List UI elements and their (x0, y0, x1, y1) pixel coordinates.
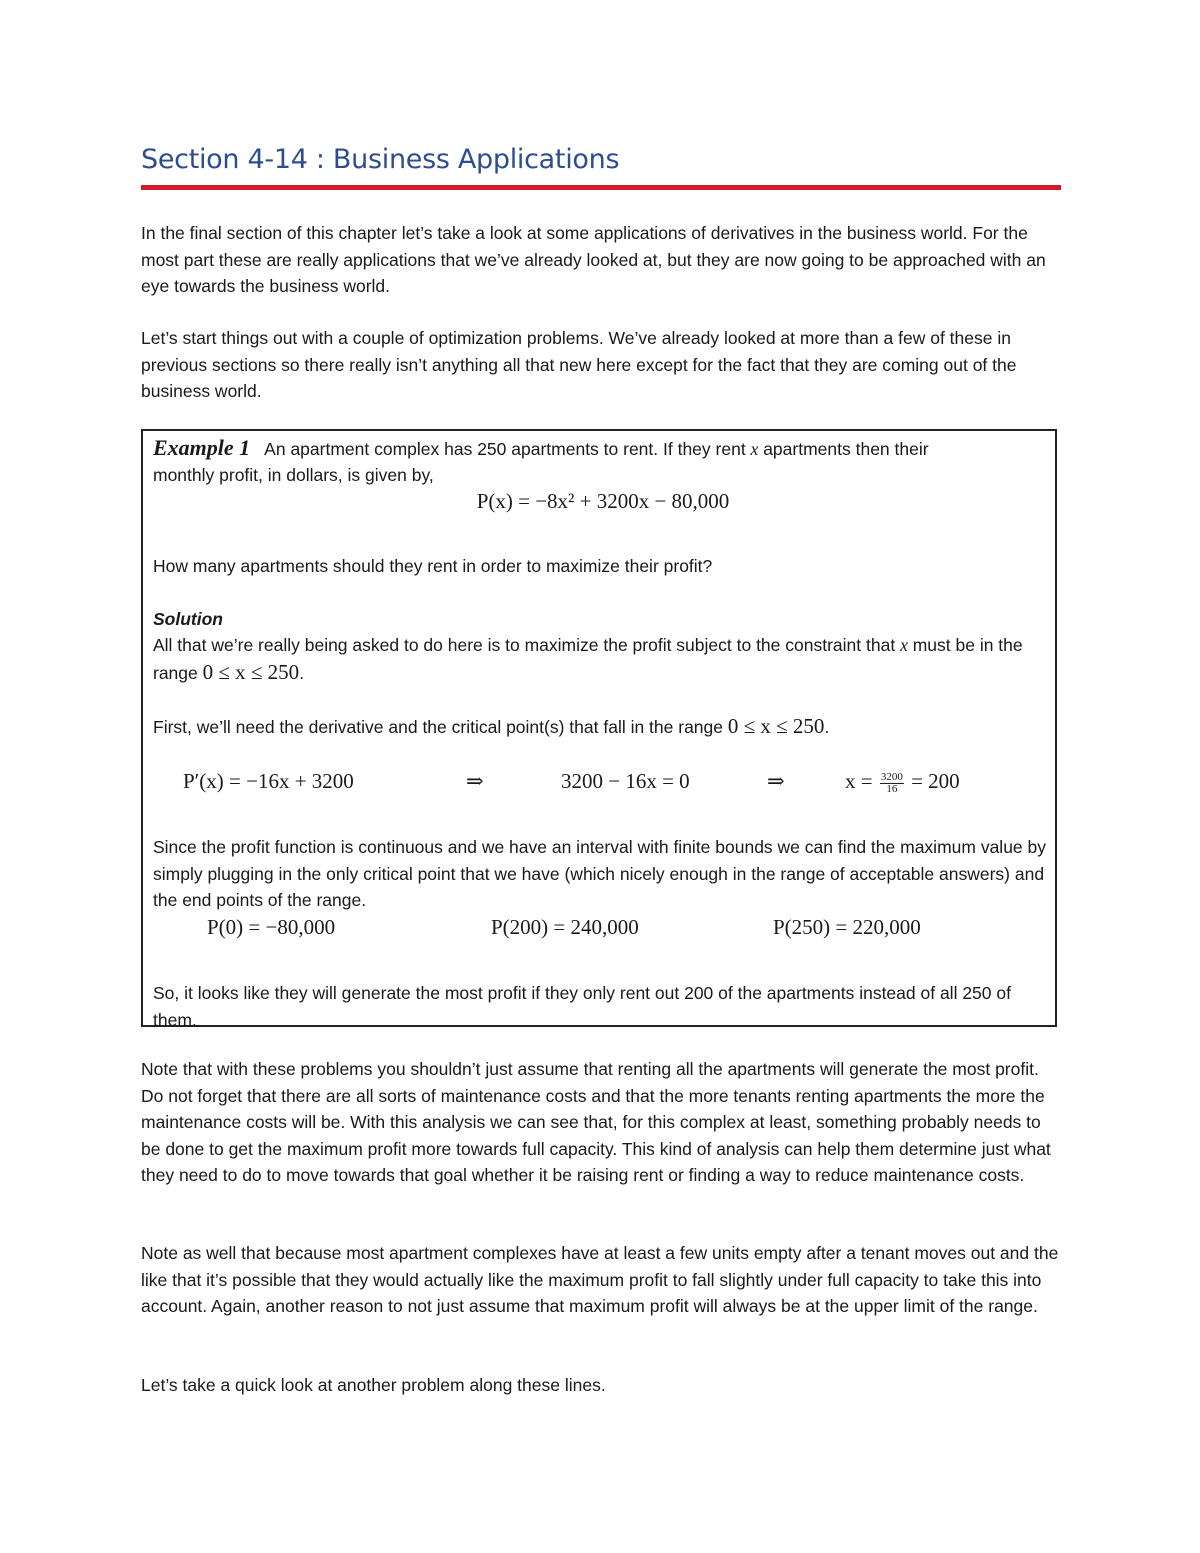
example-box (141, 429, 1057, 1030)
solution-conclusion: So, it looks like they will generate the most profit if they only rent out 200 of the apartments instead of all 250 of them. (153, 983, 1011, 1030)
closing-paragraph: Let’s take a quick look at another problem along these lines. (141, 1375, 606, 1395)
example-statement-var: x (750, 439, 759, 459)
solution2-end: . (824, 717, 830, 737)
solution-paragraph-3: Since the profit function is continuous and we have an interval with finite bounds we can find the maximum value by simply plugging in the only critical point that we have (which nicely enough in the range of acceptable answers) and the end points of the range. (153, 837, 1047, 910)
critical-point-equation: 3200 − 16x = 0 (561, 769, 690, 793)
example-label: Example 1 (153, 435, 251, 460)
implies-arrow-1: ⇒ (466, 769, 484, 793)
title-underline-rule (141, 185, 1061, 190)
solution2-text: First, we’ll need the derivative and the critical point(s) that fall in the range (153, 717, 728, 737)
x-equals: x = (845, 769, 873, 793)
profit-value-200: P(200) = 240,000 (491, 915, 639, 939)
critical-point-result: = 200 (911, 769, 960, 793)
derivative-equation-row (153, 769, 1053, 805)
example-statement-line-2: monthly profit, in dollars, is given by, (153, 465, 434, 485)
example-question: How many apartments should they rent in order to maximize their profit? (153, 556, 713, 576)
solution-paragraph-1 (153, 632, 1053, 686)
note-paragraph-1: Note that with these problems you shouldn’t just assume that renting all the apartments will generate the most profit. Do not forget that there are all sorts of maintenance costs and that the more tenants renting apartments the more the maintenance costs will be. With this analysis we can see that, for this complex at least, something probably needs to be done to get the maximum profit more towards full capacity. This kind of analysis can help them determine just what they need to do to move towards that goal whether it be raising rent or finding a way to reduce maintenance costs. (141, 1059, 1051, 1185)
fraction (880, 772, 904, 795)
solution-heading: Solution (153, 609, 223, 629)
example-statement-b: apartments then their (758, 439, 929, 459)
solution-text-end: . (299, 662, 305, 683)
note-paragraph-2: Note as well that because most apartment complexes have at least a few units empty after a tenant moves out and the like that it’s possible that they would actually like the maximum profit to fall slightly under full capacity to take this into account. Again, another reason to not just assume that maximum profit will always be at the upper limit of the range. (141, 1243, 1059, 1316)
fraction-denominator: 16 (886, 782, 898, 795)
solution-paragraph-2 (153, 713, 1053, 741)
profit-value-250: P(250) = 220,000 (773, 915, 921, 939)
solution-text-a: All that we’re really being asked to do here is to maximize the profit subject to the constraint that (153, 635, 901, 655)
derivative-expression: P′(x) = −16x + 3200 (183, 769, 354, 793)
example-statement-line-1 (153, 435, 929, 463)
solution-var: x (900, 635, 908, 655)
example-statement-a: An apartment complex has 250 apartments to rent. If they rent (264, 439, 751, 459)
fraction-numerator: 3200 (880, 770, 903, 783)
profit-equation: P(x) = −8x² + 3200x − 80,000 (476, 489, 730, 513)
intro-paragraph-2: Let’s start things out with a couple of optimization problems. We’ve already looked at more than a few of these in previous sections so there really isn’t anything all that new here except for the fact that they are coming out of the business world. (141, 328, 1017, 401)
range-inequality-2: 0 ≤ x ≤ 250 (727, 714, 825, 738)
profit-values-row (153, 915, 1053, 951)
implies-arrow-2: ⇒ (767, 769, 785, 793)
solution-text-b: must be in the range (153, 635, 1023, 683)
intro-paragraph-1: In the final section of this chapter let’s take a look at some applications of derivatives in the business world. For the most part these are really applications that we’ve already looked at, but they are now going to be approached with an eye towards the business world. (141, 223, 1046, 296)
range-inequality: 0 ≤ x ≤ 250 (202, 659, 300, 684)
section-title: Section 4-14 : Business Applications (141, 144, 620, 175)
profit-value-0: P(0) = −80,000 (207, 915, 336, 939)
